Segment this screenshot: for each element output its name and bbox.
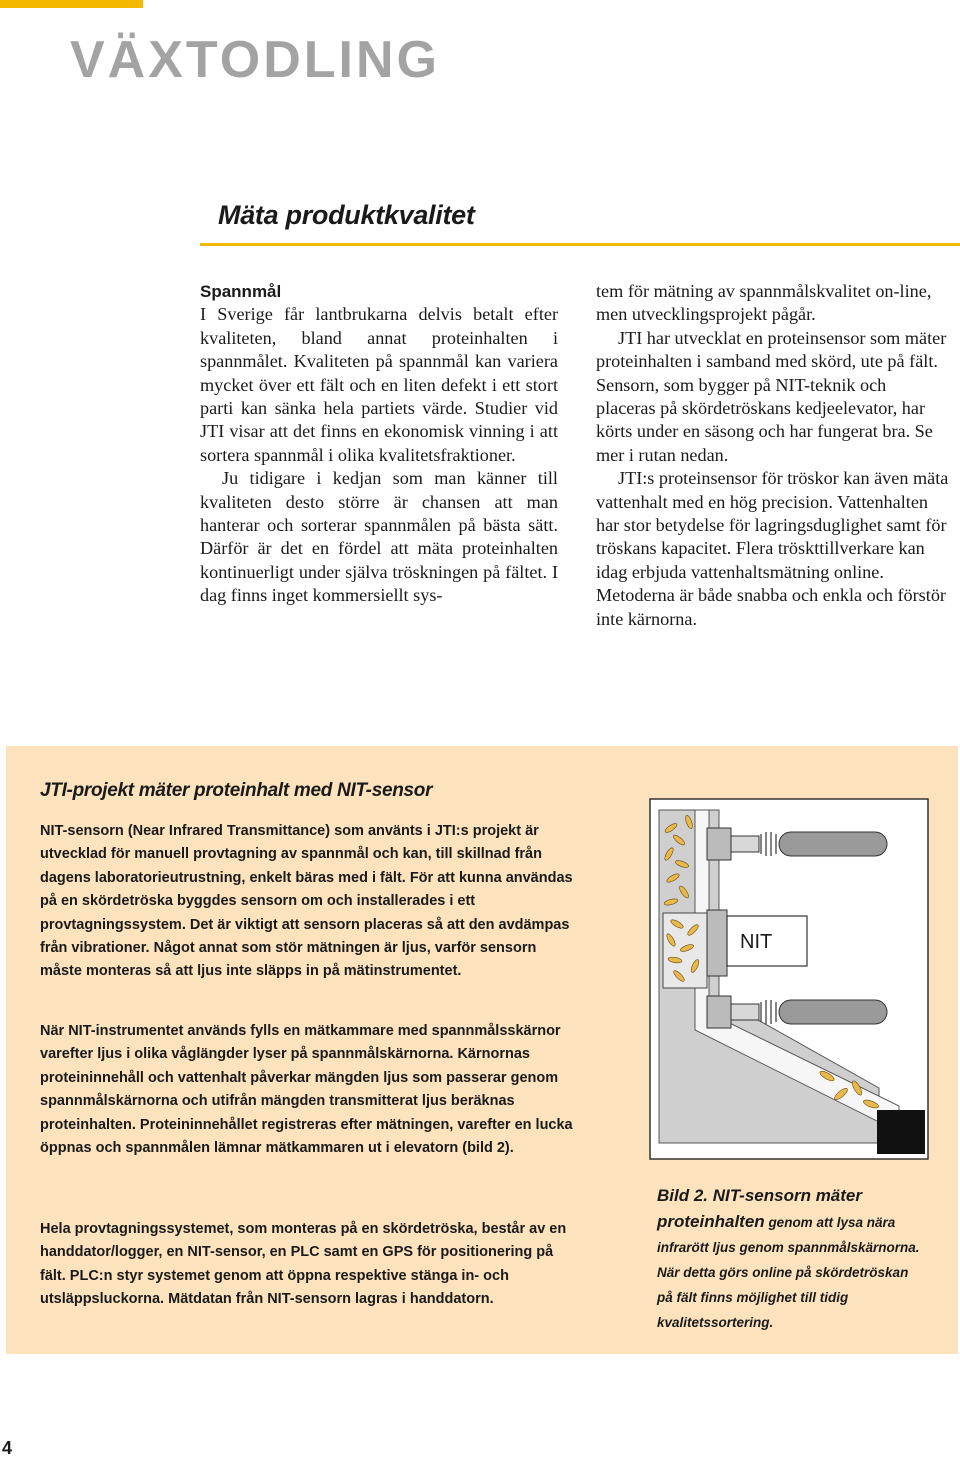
nit-sensor-diagram (649, 798, 929, 1160)
info-box-paragraph: När NIT-instrumentet används fylls en mätkammare med spannmålsskärnor varefter ljus i olika våglängder lyser på spannmålskärnorna. Kärnornas proteininnehåll och vattenhalt påverkar mängden ljus som passerar genom spannmålskärnorna och utifrån mängden transmitterat ljus beräknas proteinhalten. Proteininnehållet registreras efter mätningen, varefter en lucka öppnas och spannmålen lämnar mätkammaren ut i elevatorn (bild 2). (40, 1023, 573, 1157)
nit-label: NIT (740, 931, 773, 953)
article-heading: Spannmål (200, 282, 282, 301)
page-number: 4 (2, 1438, 13, 1458)
article-paragraph: tem för mätning av spannmålskvalitet on-line, men utvecklingsprojekt pågår. (596, 281, 932, 325)
info-box-paragraph: Hela provtagningssystemet, som monteras på en skördetröska, består av en handdator/logger, en NIT-sensor, en PLC samt en GPS för positionering på fält. PLC:n styr systemet genom att öppna respektive stänga in- och utsläppsluckorna. Mätdatan från NIT-sensorn lagras i handdatorn. (40, 1221, 567, 1308)
article-paragraph: I Sverige får lantbrukarna delvis betalt efter kvaliteten, bland annat proteinhalten i spannmålet. Kvaliteten på spannmål kan variera mycket över ett fält och en liten defekt i ett stort parti kan sänka hela partiets värde. Studier vid JTI visar att det finns en ekonomisk vinning i att sortera spannmål i olika kvalitetsfraktioner. (200, 304, 558, 465)
article-left-column (200, 280, 558, 608)
info-box-paragraph: NIT-sensorn (Near Infrared Transmittance) som använts i JTI:s projekt är utvecklad för manuell provtagning av spannmål och kan, till skillnad från dagens laboratorieutrustning, enkelt bäras med i fält. För att kunna användas på en skördetröska byggdes sensorn om och installerades i ett provtagningssystem. Det är viktigt att sensorn placeras så att den avdämpas från vibrationer. Något annat som stör mätningen är ljus, varför sensorn måste monteras så att ljus inte släpps in på mätinstrumentet. (40, 823, 573, 980)
article-subtitle: Mäta produktkvalitet (218, 200, 475, 230)
section-title: VÄXTODLING (70, 31, 440, 89)
article-paragraph: Ju tidigare i kedjan som man känner till kvaliteten desto större är chansen att man hanterar och sorterar spannmålen på bästa sätt. Därför är det en fördel att mäta proteinhalten kontinuerligt under själva tröskningen på fältet. I dag finns inget kommersiellt sys- (200, 468, 558, 606)
article-paragraph: JTI:s proteinsensor för tröskor kan även mäta vattenhalt med en hög precision. Vattenhalten har stor betydelse för lagringsduglighet samt för tröskans kapacitet. Flera tröskttillverkare kan idag erbjuda vattenhaltsmätning online. Metoderna är både snabba och enkla och förstör inte kärnorna. (596, 468, 949, 629)
caption-text: genom att lysa nära infrarött ljus genom spannmålskärnorna. När detta görs online på skördetröskan på fält finns möjlighet till tidig kvalitetssortering. (657, 1215, 920, 1330)
info-box-title: JTI-projekt mäter proteinhalt med NIT-sensor (40, 780, 433, 801)
subtitle-underline (200, 243, 960, 246)
article-paragraph: JTI har utvecklat en proteinsensor som mäter proteinhalten i samband med skörd, ute på fält. Sensorn, som bygger på NIT-teknik och placeras på skördetröskans kedjeelevator, har körts under en säsong och har fungerat bra. Se mer i rutan nedan. (596, 327, 947, 465)
caption-lead: Bild 2. NIT-sensorn mäter proteinhalten (657, 1186, 862, 1231)
top-accent-bar (0, 0, 143, 8)
figure-caption (657, 1183, 927, 1335)
article-right-column (596, 280, 950, 631)
